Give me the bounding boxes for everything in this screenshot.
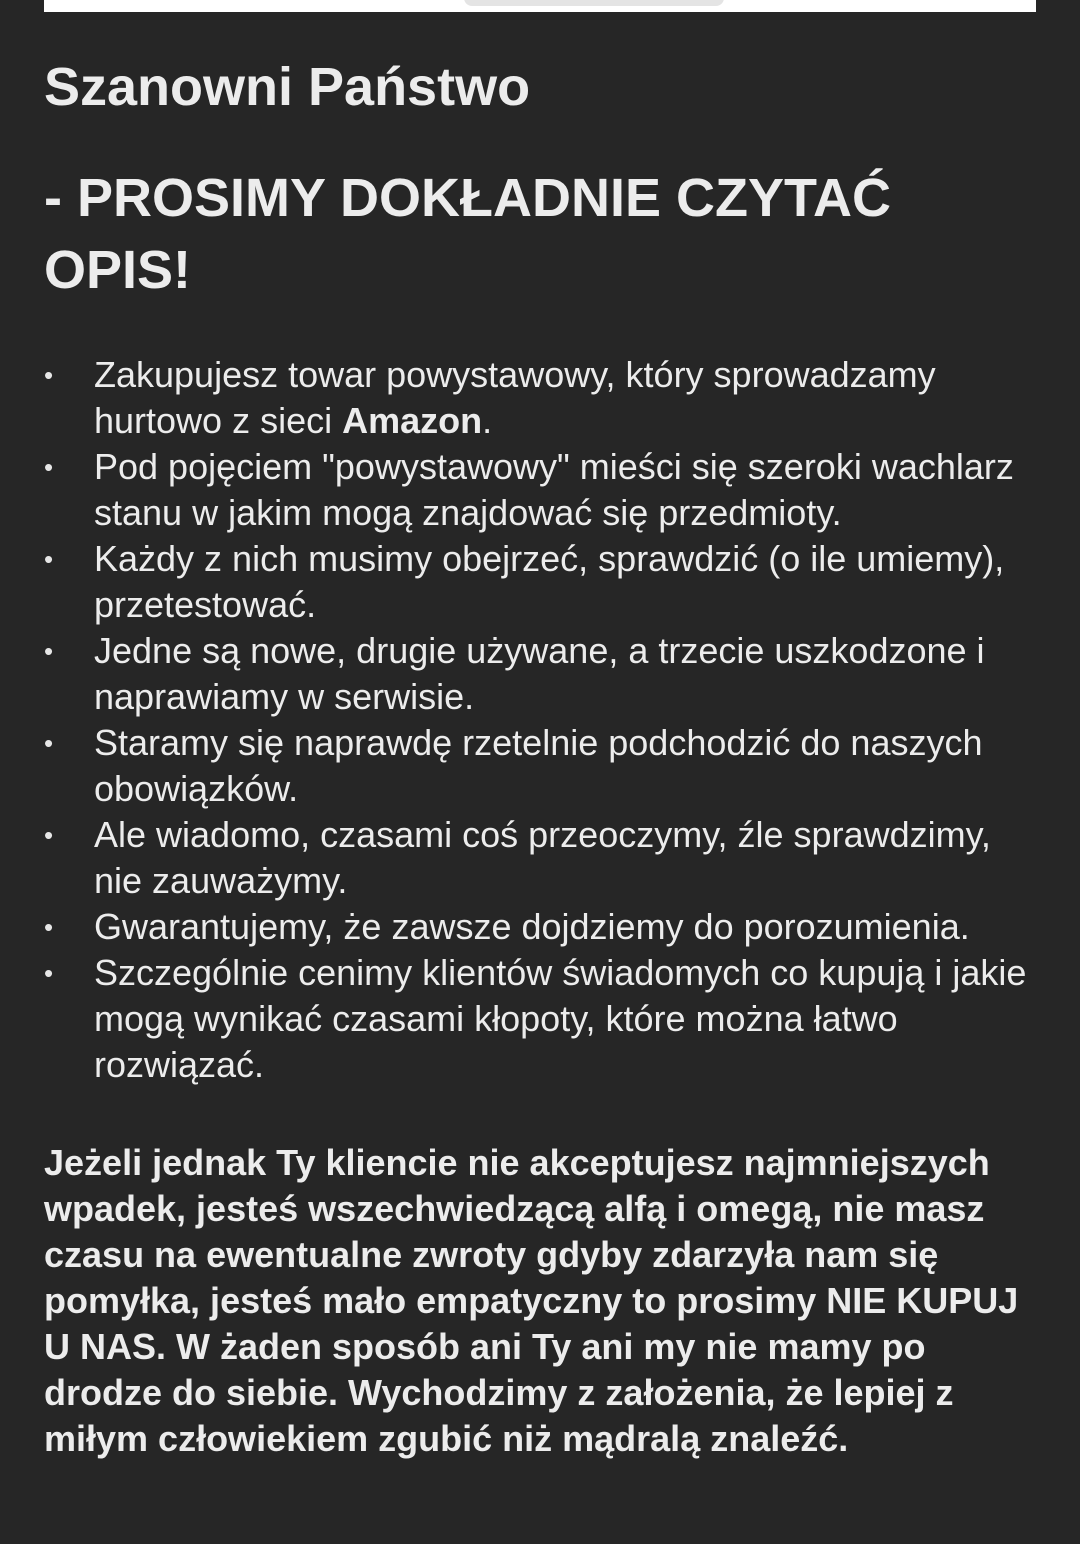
bullet-item: • Szczególnie cenimy klientów świadomych co kupują i jakie mogą wynikać czasami kłopoty, które można łatwo rozwiązać. <box>44 950 1040 1088</box>
description-content <box>44 54 1040 1462</box>
bullet-text-end: . <box>482 400 493 441</box>
disclaimer-paragraph: Jeżeli jednak Ty kliencie nie akceptujesz najmniejszych wpadek, jesteś wszechwiedzącą alfą i omegą, nie masz czasu na ewentualne zwroty gdyby zdarzyła nam się pomyłka, jesteś mało empatyczny to prosimy NIE KUPUJ U NAS. W żaden sposób ani Ty ani my nie mamy po drodze do siebie. Wychodzimy z założenia, że lepiej z miłym człowiekiem zgubić niż mądralą znaleźć. <box>44 1142 1019 1459</box>
bullet-item: • Pod pojęciem "powystawowy" mieści się szeroki wachlarz stanu w jakim mogą znajdować się przedmioty. <box>44 444 1040 536</box>
product-image-bottom-edge <box>44 0 1036 12</box>
amazon-brand-text: Amazon <box>342 400 483 441</box>
product-shadow <box>464 0 724 6</box>
info-bullet-list <box>44 352 1040 1088</box>
bullet-item: • Staramy się naprawdę rzetelnie podchodzić do naszych obowiązków. <box>44 720 1040 812</box>
greeting-heading: Szanowni Państwo <box>44 57 531 117</box>
bullet-item: • Gwarantujemy, że zawsze dojdziemy do porozumienia. <box>44 904 1040 950</box>
bullet-item: • Jedne są nowe, drugie używane, a trzecie uszkodzone i naprawiamy w serwisie. <box>44 628 1040 720</box>
bullet-item: • Ale wiadomo, czasami coś przeoczymy, źle sprawdzimy, nie zauważymy. <box>44 812 1040 904</box>
bullet-text: Zakupujesz towar powystawowy, który sprowadzamy hurtowo z sieci <box>94 354 936 441</box>
bullet-item: • Każdy z nich musimy obejrzeć, sprawdzić (o ile umiemy), przetestować. <box>44 536 1040 628</box>
warning-heading: - PROSIMY DOKŁADNIE CZYTAĆ OPIS! <box>44 168 892 300</box>
bullet-item-amazon <box>44 352 1040 444</box>
